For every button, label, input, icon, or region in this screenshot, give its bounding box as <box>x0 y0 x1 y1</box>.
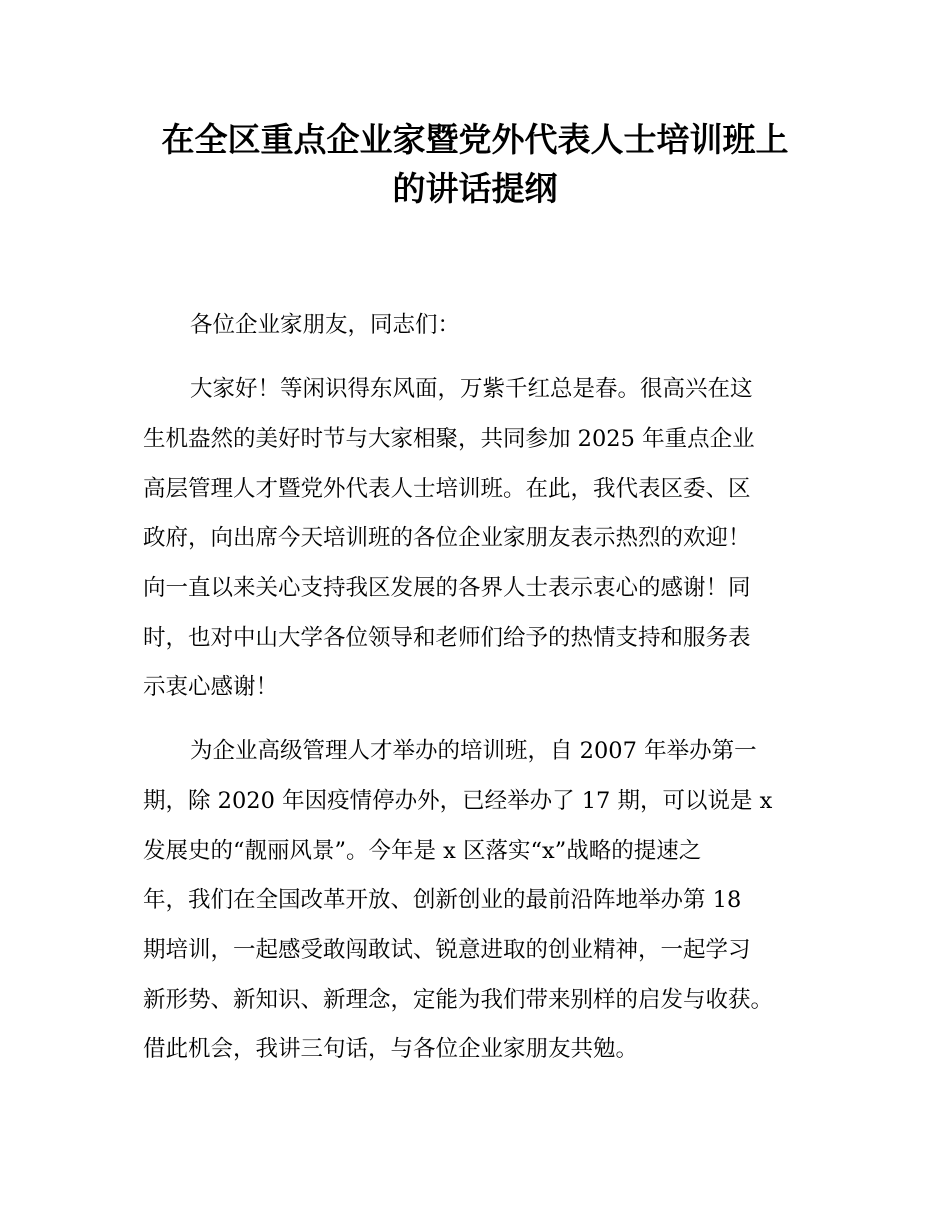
paragraph-2-line: 为企业高级管理人才举办的培训班，自 2007 年举办第一 <box>190 738 757 764</box>
paragraph-2-line: 期培训，一起感受敢闯敢试、锐意进取的创业精神，一起学习 <box>143 937 751 963</box>
paragraph-1-line: 向一直以来关心支持我区发展的各界人士表示衷心的感谢！同 <box>143 575 751 601</box>
paragraph-1-line: 政府，向出席今天培训班的各位企业家朋友表示热烈的欢迎！ <box>143 525 751 551</box>
paragraph-2-line: 年，我们在全国改革开放、创新创业的最前沿阵地举办第 18 <box>143 887 742 913</box>
paragraph-1-line: 示衷心感谢！ <box>143 674 279 700</box>
paragraph-1-line: 大家好！等闲识得东风面，万紫千红总是春。很高兴在这 <box>190 376 753 402</box>
paragraph-2-line: 发展史的“靓丽风景”。今年是 x 区落实“x”战略的提速之 <box>143 838 702 864</box>
salutation: 各位企业家朋友，同志们： <box>190 312 461 338</box>
paragraph-2-line: 新形势、新知识、新理念，定能为我们带来别样的启发与收获。 <box>143 987 774 1013</box>
paragraph-1-line: 时，也对中山大学各位领导和老师们给予的热情支持和服务表 <box>143 625 751 651</box>
paragraph-2-line: 期，除 2020 年因疫情停办外，已经举办了 17 期，可以说是 x <box>143 788 773 814</box>
paragraph-1-line: 高层管理人才暨党外代表人士培训班。在此，我代表区委、区 <box>143 476 751 502</box>
paragraph-1-line: 生机盎然的美好时节与大家相聚，共同参加 2025 年重点企业 <box>143 426 755 452</box>
document-title-line-1: 在全区重点企业家暨党外代表人士培训班上 <box>161 120 789 159</box>
document-title-line-2: 的讲话提纲 <box>392 169 558 208</box>
paragraph-2-line: 借此机会，我讲三句话，与各位企业家朋友共勉。 <box>143 1036 639 1062</box>
